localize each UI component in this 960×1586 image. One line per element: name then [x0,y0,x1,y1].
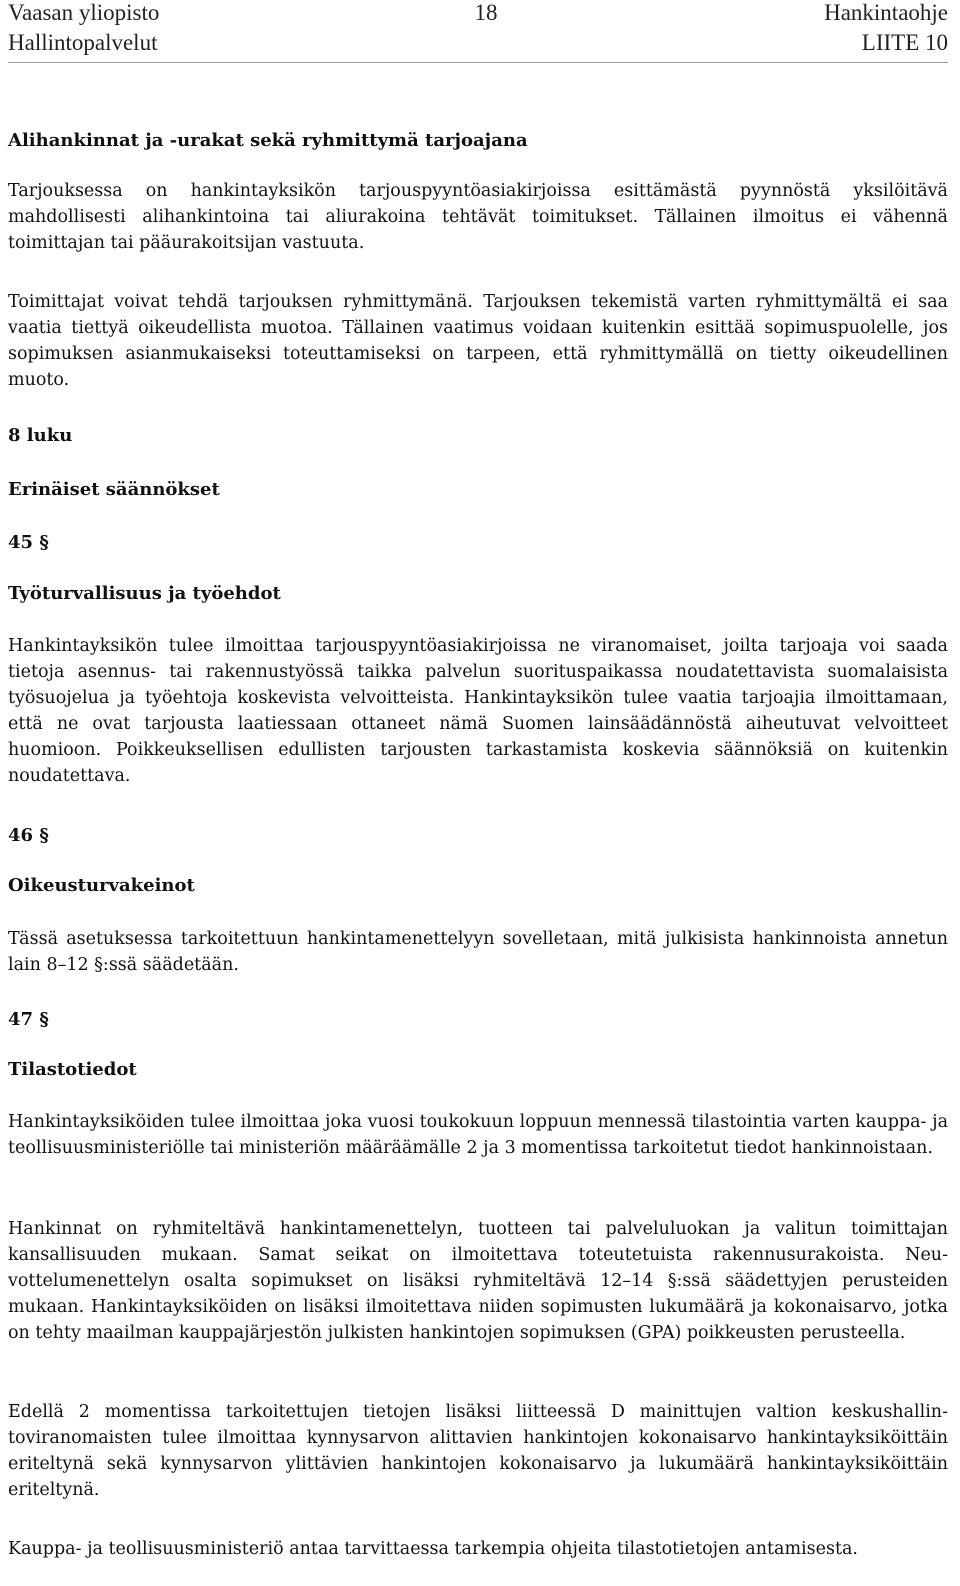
chapter-number: 8 luku [8,425,73,446]
section-47-paragraph-1: Hankintayksiköiden tulee ilmoittaa joka vuosi toukokuun loppuun mennessä tilastointia varten kauppa- ja teollisuusministeriölle tai ministeriön määräämälle 2 ja 3 momentissa tarkoitetut tiedot hankinnoistaan. [8,1112,948,1158]
section-46-number: 46 § [8,825,49,846]
chapter-title: Erinäiset säännökset [8,479,220,500]
section-47-number: 47 § [8,1009,49,1030]
section-47-title: Tilastotiedot [8,1059,137,1080]
section-47-paragraph-3: Edellä 2 momentissa tarkoitettujen tietojen lisäksi liitteessä D mainittujen valtion keskushallintoviranomaisten tulee ilmoittaa kynnysarvon alittavien hankintojen kokonaisarvo hankintayksiköittäin eriteltynä sekä kynnysarvon ylittävien hankintojen kokonaisarvo ja lukumäärä hankintayksiköittäin eriteltynä. [8,1402,948,1500]
section-47-paragraph-2: Hankinnat on ryhmiteltävä hankintamenettelyn, tuotteen tai palveluluokan ja valitun toimittajan kansallisuuden mukaan. Samat seikat on ilmoitettava toteutetuista rakennusurakoista. Neuvottelumenettelyn osalta sopimukset on lisäksi ryhmiteltävä 12–14 §:ssä säädettyjen perusteiden mukaan. Hankintayksiköiden on lisäksi ilmoitettava niiden sopimusten lukumäärä ja kokonaisarvo, jotka on tehty maailman kauppajärjestön julkisten hankintojen sopimuksen (GPA) poikkeusten perusteella. [8,1219,948,1343]
department-name: Hallintopalvelut [8,30,158,55]
section-46-title: Oikeusturvakeinot [8,875,195,896]
institution-name: Vaasan yliopisto [8,0,160,25]
subcontracting-heading: Alihankinnat ja -urakat sekä ryhmittymä tarjoajana [8,130,528,151]
subcontracting-paragraph-1: Tarjouksessa on hankintayksikön tarjouspyyntöasiakirjoissa esittämästä pyynnöstä yksilöitävä mahdollisesti alihankintoina tai aliurakoina tehtävät toimitukset. Tällainen ilmoitus ei vähennä toimittajan tai pääurakoitsijan vastuuta. [8,181,948,253]
section-46-text: Tässä asetuksessa tarkoitettuun hankintamenettelyyn sovelletaan, mitä julkisista hankinnoista annetun lain 8–12 §:ssä säädetään. [8,929,948,975]
page-number: 18 [474,0,498,25]
appendix-label: LIITE 10 [861,30,948,55]
subcontracting-paragraph-2: Toimittajat voivat tehdä tarjouksen ryhmittymänä. Tarjouksen tekemistä varten ryhmittymältä ei saa vaatia tiettyä oikeudellista muotoa. Tällainen vaatimus voidaan kuitenkin esittää sopimuspuolelle, jos sopimuksen asianmukaiseksi toteuttamiseksi on tarpeen, että ryhmittymällä on tietty oikeudellinen muoto. [8,292,948,390]
section-45-number: 45 § [8,532,49,553]
section-45-text: Hankintayksikön tulee ilmoittaa tarjouspyyntöasiakirjoissa ne viranomaiset, joilta tarjoaja voi saada tietoja asennus- tai rakennustyössä taikka palvelun suorituspaikassa noudatettavista suomalaisista työsuojelua ja työehtoja koskevista velvoitteista. Hankintayksikön tulee vaatia tarjoajia ilmoittamaan, että ne ovat tarjousta laatiessaan ottaneet nämä Suomen lainsäädännöstä aiheutuvat velvoitteet huomioon. Poikkeuksellisen edullisten tarjousten tarkastamista koskevia säännöksiä on kuitenkin noudatettava. [8,636,948,786]
header-divider [8,62,948,63]
document-title: Hankintaohje [824,0,948,25]
section-45-title: Työturvallisuus ja työehdot [8,583,281,604]
section-47-paragraph-4: Kauppa- ja teollisuusministeriö antaa tarvittaessa tarkempia ohjeita tilastotietojen antamisesta. [8,1539,858,1559]
